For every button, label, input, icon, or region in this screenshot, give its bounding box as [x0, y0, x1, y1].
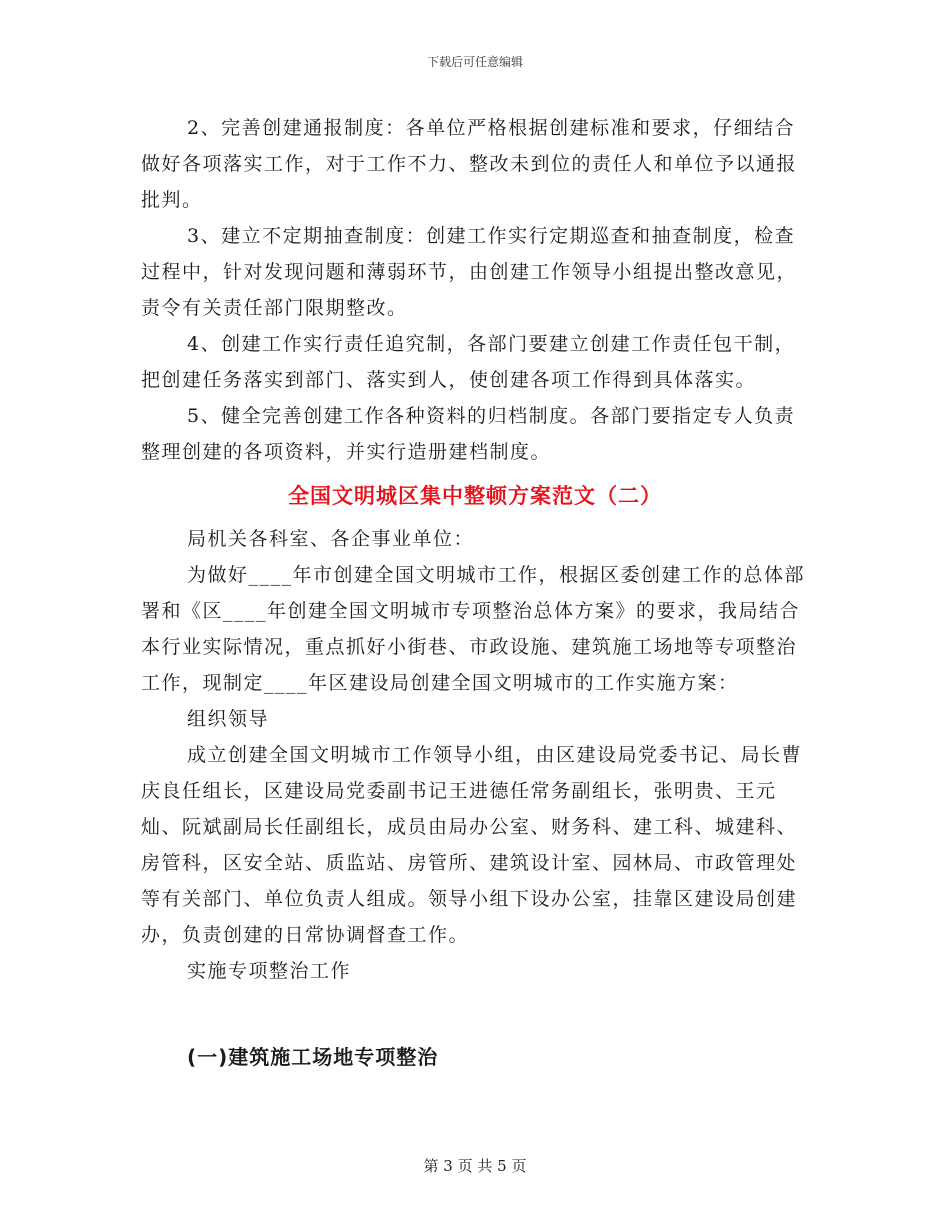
subheading-construction-sites: (一)建筑施工场地专项整治 — [187, 1045, 439, 1069]
intro-section — [141, 110, 811, 470]
preamble-paragraph: 为做好____年市创建全国文明城市工作，根据区委创建工作的总体部署和《区____年创建全国文明城市专项整治总体方案》的要求，我局结合本行业实际情况，重点抓好小街巷、市政设施、建筑施工场地等专项整治工作，现制定____年区建设局创建全国文明城市的工作实施方案： — [141, 564, 806, 694]
header-note: 下载后可任意编辑 — [426, 55, 523, 69]
paragraph-item-2: 2、完善创建通报制度：各单位严格根据创建标准和要求，仔细结合做好各项落实工作，对于工作不力、整改未到位的责任人和单位予以通报批判。 — [141, 117, 798, 211]
paragraph-item-5: 5、健全完善创建工作各种资料的归档制度。各部门要指定专人负责整理创建的各项资料，并实行造册建档制度。 — [141, 405, 796, 463]
page-footer: 第 3 页 共 5 页 — [423, 1157, 527, 1175]
organization-paragraph: 成立创建全国文明城市工作领导小组，由区建设局党委书记、局长曹庆良任组长，区建设局党委副书记王进德任常务副组长，张明贵、王元灿、阮斌副局长任副组长，成员由局办公室、财务科、建工科、城建科、房管科，区安全站、质监站、房管所、建筑设计室、园林局、市政管理处等有关部门、单位负责人组成。领导小组下设办公室，挂靠区建设局创建办，负责创建的日常协调督查工作。 — [141, 744, 803, 946]
section-body — [141, 521, 811, 989]
paragraph-item-4: 4、创建工作实行责任追究制，各部门要建立创建工作责任包干制，把创建任务落实到部门、落实到人，使创建各项工作得到具体落实。 — [141, 333, 796, 391]
section-title: 全国文明城区集中整顿方案范文（二） — [288, 484, 662, 508]
paragraph-item-3: 3、建立不定期抽查制度：创建工作实行定期巡查和抽查制度，检查过程中，针对发现问题和薄弱环节，由创建工作领导小组提出整改意见，责令有关责任部门限期整改。 — [141, 225, 798, 319]
salutation: 局机关各科室、各企事业单位： — [187, 528, 475, 550]
heading-organization: 组织领导 — [187, 708, 270, 730]
heading-special-rectification: 实施专项整治工作 — [187, 960, 352, 982]
